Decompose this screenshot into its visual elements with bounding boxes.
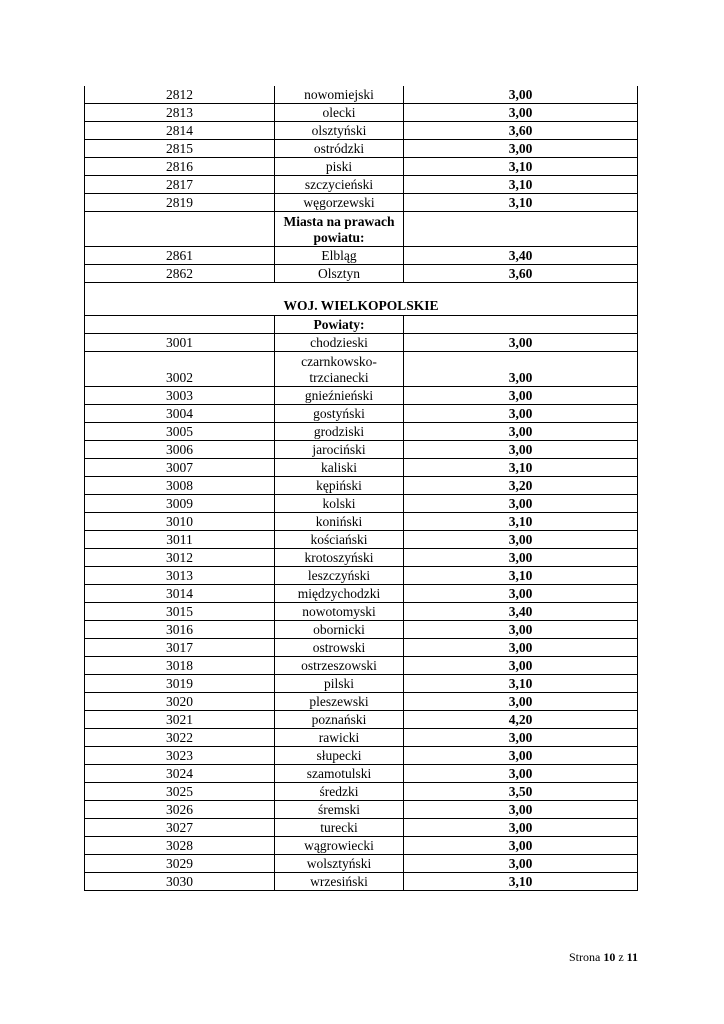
rate-value-cell: 3,00 xyxy=(404,86,638,104)
table-row xyxy=(85,567,638,585)
footer-total-pages: 11 xyxy=(626,950,638,964)
table-row xyxy=(85,86,638,104)
code-cell: 3003 xyxy=(85,387,275,405)
table-row xyxy=(85,837,638,855)
table-row xyxy=(85,423,638,441)
table-row xyxy=(85,459,638,477)
code-cell: 2862 xyxy=(85,265,275,283)
table-row xyxy=(85,855,638,873)
district-name-cell: średzki xyxy=(275,783,404,801)
rate-value-cell: 3,40 xyxy=(404,603,638,621)
district-name-cell: chodzieski xyxy=(275,334,404,352)
code-cell: 3028 xyxy=(85,837,275,855)
code-cell: 3016 xyxy=(85,621,275,639)
code-cell: 3002 xyxy=(85,352,275,387)
table-row xyxy=(85,352,638,387)
table-row xyxy=(85,783,638,801)
table-row xyxy=(85,441,638,459)
code-cell: 3014 xyxy=(85,585,275,603)
empty-cell xyxy=(85,212,275,247)
code-cell: 3008 xyxy=(85,477,275,495)
code-cell: 2814 xyxy=(85,122,275,140)
district-name-cell: koniński xyxy=(275,513,404,531)
district-name-cell: słupecki xyxy=(275,747,404,765)
rate-value-cell: 3,60 xyxy=(404,122,638,140)
footer-page-number: 10 xyxy=(603,950,616,964)
rate-value-cell: 3,10 xyxy=(404,567,638,585)
code-cell: 3019 xyxy=(85,675,275,693)
rate-value-cell: 3,00 xyxy=(404,837,638,855)
footer-of: z xyxy=(618,950,624,964)
rate-value-cell: 3,10 xyxy=(404,176,638,194)
rate-value-cell: 3,00 xyxy=(404,441,638,459)
district-name-cell: wągrowiecki xyxy=(275,837,404,855)
code-cell: 3009 xyxy=(85,495,275,513)
table-row xyxy=(85,603,638,621)
cities-header-row xyxy=(85,212,638,247)
district-name-cell: jarociński xyxy=(275,441,404,459)
code-cell: 2816 xyxy=(85,158,275,176)
powiaty-header: Powiaty: xyxy=(275,316,404,334)
district-name-cell: obornicki xyxy=(275,621,404,639)
code-cell: 2813 xyxy=(85,104,275,122)
district-name-cell: Olsztyn xyxy=(275,265,404,283)
code-cell: 3006 xyxy=(85,441,275,459)
rate-value-cell: 3,00 xyxy=(404,387,638,405)
table-row xyxy=(85,194,638,212)
table-row xyxy=(85,675,638,693)
voivodeship-row xyxy=(85,283,638,316)
code-cell: 3017 xyxy=(85,639,275,657)
district-name-cell: gostyński xyxy=(275,405,404,423)
rate-value-cell: 3,00 xyxy=(404,855,638,873)
code-cell: 3025 xyxy=(85,783,275,801)
rate-value-cell: 3,00 xyxy=(404,657,638,675)
table-row xyxy=(85,104,638,122)
table-row xyxy=(85,387,638,405)
district-name-cell: wolsztyński xyxy=(275,855,404,873)
table-row xyxy=(85,247,638,265)
code-cell: 2815 xyxy=(85,140,275,158)
district-name-cell: szamotulski xyxy=(275,765,404,783)
rate-value-cell: 3,10 xyxy=(404,675,638,693)
rate-value-cell: 3,00 xyxy=(404,765,638,783)
district-name-cell: olecki xyxy=(275,104,404,122)
table-row xyxy=(85,158,638,176)
district-name-cell: pleszewski xyxy=(275,693,404,711)
rate-table xyxy=(84,86,638,891)
rate-value-cell: 3,00 xyxy=(404,334,638,352)
district-name-cell: olsztyński xyxy=(275,122,404,140)
code-cell: 3022 xyxy=(85,729,275,747)
table-row xyxy=(85,693,638,711)
rate-table-body xyxy=(85,86,638,891)
table-row xyxy=(85,729,638,747)
rate-value-cell: 3,00 xyxy=(404,531,638,549)
rate-value-cell: 3,10 xyxy=(404,459,638,477)
code-cell: 3010 xyxy=(85,513,275,531)
code-cell: 2861 xyxy=(85,247,275,265)
district-name-cell: rawicki xyxy=(275,729,404,747)
table-row xyxy=(85,140,638,158)
code-cell: 3007 xyxy=(85,459,275,477)
code-cell: 3013 xyxy=(85,567,275,585)
code-cell: 2812 xyxy=(85,86,275,104)
rate-value-cell: 3,00 xyxy=(404,140,638,158)
table-row xyxy=(85,585,638,603)
district-name-cell: leszczyński xyxy=(275,567,404,585)
rate-value-cell: 3,00 xyxy=(404,747,638,765)
table-row xyxy=(85,531,638,549)
table-row xyxy=(85,765,638,783)
table-row xyxy=(85,265,638,283)
rate-value-cell: 3,10 xyxy=(404,194,638,212)
code-cell: 2819 xyxy=(85,194,275,212)
district-name-cell: kolski xyxy=(275,495,404,513)
district-name-cell: ostrzeszowski xyxy=(275,657,404,675)
district-name-cell: grodziski xyxy=(275,423,404,441)
district-name-cell: ostrowski xyxy=(275,639,404,657)
table-row xyxy=(85,873,638,891)
code-cell: 3011 xyxy=(85,531,275,549)
table-row xyxy=(85,549,638,567)
empty-cell xyxy=(85,316,275,334)
empty-cell xyxy=(404,212,638,247)
powiaty-header-row xyxy=(85,316,638,334)
district-name-cell: śremski xyxy=(275,801,404,819)
table-row xyxy=(85,657,638,675)
district-name-cell: wrzesiński xyxy=(275,873,404,891)
rate-value-cell: 3,00 xyxy=(404,819,638,837)
code-cell: 3026 xyxy=(85,801,275,819)
rate-value-cell: 3,60 xyxy=(404,265,638,283)
rate-value-cell: 3,10 xyxy=(404,158,638,176)
district-name-cell: pilski xyxy=(275,675,404,693)
rate-value-cell: 3,00 xyxy=(404,639,638,657)
table-row xyxy=(85,495,638,513)
rate-value-cell: 3,00 xyxy=(404,405,638,423)
district-name-cell: kaliski xyxy=(275,459,404,477)
table-row xyxy=(85,477,638,495)
rate-value-cell: 3,00 xyxy=(404,585,638,603)
district-name-cell: kościański xyxy=(275,531,404,549)
district-name-cell: nowomiejski xyxy=(275,86,404,104)
code-cell: 2817 xyxy=(85,176,275,194)
rate-value-cell: 3,50 xyxy=(404,783,638,801)
district-name-cell: gnieźnieński xyxy=(275,387,404,405)
district-name-cell: piski xyxy=(275,158,404,176)
rate-value-cell: 4,20 xyxy=(404,711,638,729)
rate-value-cell: 3,20 xyxy=(404,477,638,495)
rate-value-cell: 3,00 xyxy=(404,423,638,441)
rate-value-cell: 3,10 xyxy=(404,513,638,531)
rate-value-cell: 3,00 xyxy=(404,549,638,567)
rate-value-cell: 3,00 xyxy=(404,352,638,387)
rate-value-cell: 3,10 xyxy=(404,873,638,891)
code-cell: 3023 xyxy=(85,747,275,765)
rate-value-cell: 3,00 xyxy=(404,801,638,819)
code-cell: 3004 xyxy=(85,405,275,423)
rate-value-cell: 3,40 xyxy=(404,247,638,265)
page-footer xyxy=(569,950,638,965)
district-name-cell: poznański xyxy=(275,711,404,729)
table-row xyxy=(85,405,638,423)
table-row xyxy=(85,639,638,657)
code-cell: 3024 xyxy=(85,765,275,783)
table-row xyxy=(85,176,638,194)
table-row xyxy=(85,747,638,765)
voivodeship-header: WOJ. WIELKOPOLSKIE xyxy=(85,283,638,316)
table-row xyxy=(85,513,638,531)
table-row xyxy=(85,621,638,639)
code-cell: 3001 xyxy=(85,334,275,352)
table-row xyxy=(85,801,638,819)
rate-value-cell: 3,00 xyxy=(404,693,638,711)
district-name-cell: kępiński xyxy=(275,477,404,495)
district-name-cell: Elbląg xyxy=(275,247,404,265)
rate-value-cell: 3,00 xyxy=(404,104,638,122)
district-name-cell: szczycieński xyxy=(275,176,404,194)
district-name-cell: turecki xyxy=(275,819,404,837)
code-cell: 3021 xyxy=(85,711,275,729)
district-name-cell: ostródzki xyxy=(275,140,404,158)
rate-value-cell: 3,00 xyxy=(404,729,638,747)
rate-value-cell: 3,00 xyxy=(404,621,638,639)
code-cell: 3020 xyxy=(85,693,275,711)
code-cell: 3012 xyxy=(85,549,275,567)
footer-label: Strona xyxy=(568,950,601,964)
district-name-cell: nowotomyski xyxy=(275,603,404,621)
table-row xyxy=(85,334,638,352)
district-name-cell: czarnkowsko-trzcianecki xyxy=(275,352,404,387)
code-cell: 3015 xyxy=(85,603,275,621)
rate-value-cell: 3,00 xyxy=(404,495,638,513)
code-cell: 3005 xyxy=(85,423,275,441)
table-row xyxy=(85,122,638,140)
empty-cell xyxy=(404,316,638,334)
cities-header: Miasta na prawach powiatu: xyxy=(275,212,404,247)
code-cell: 3029 xyxy=(85,855,275,873)
district-name-cell: węgorzewski xyxy=(275,194,404,212)
table-row xyxy=(85,711,638,729)
code-cell: 3027 xyxy=(85,819,275,837)
code-cell: 3030 xyxy=(85,873,275,891)
code-cell: 3018 xyxy=(85,657,275,675)
district-name-cell: międzychodzki xyxy=(275,585,404,603)
table-row xyxy=(85,819,638,837)
district-name-cell: krotoszyński xyxy=(275,549,404,567)
